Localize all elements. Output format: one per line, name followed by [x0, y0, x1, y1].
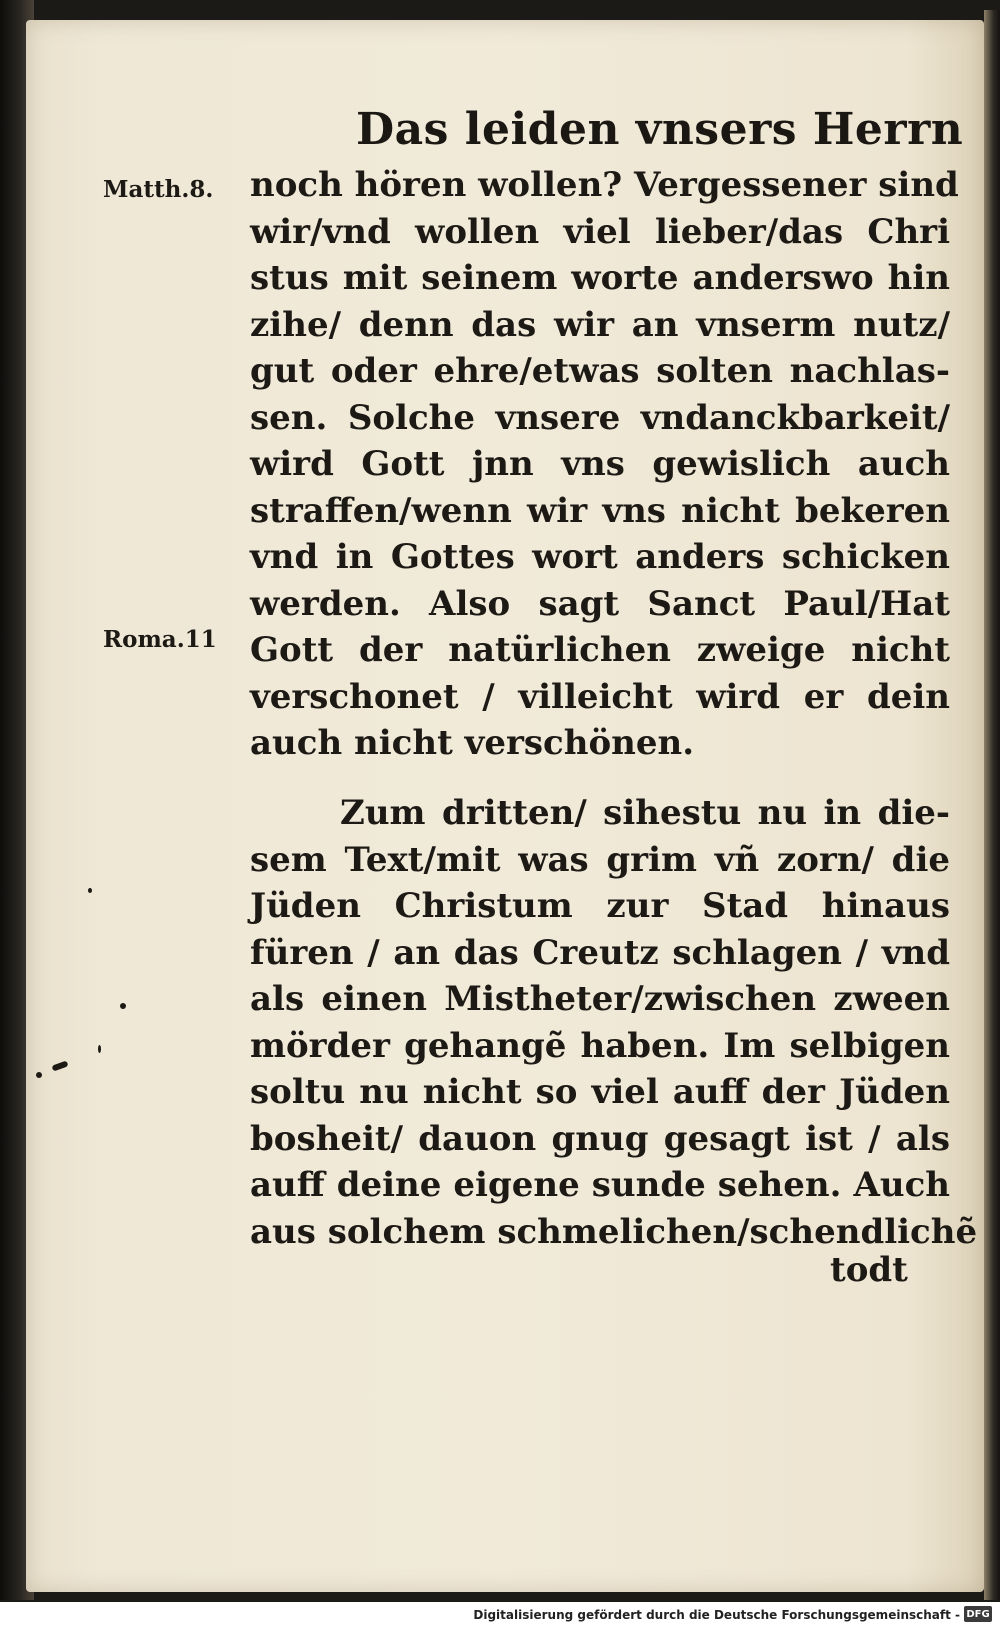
ink-speck — [120, 1003, 126, 1009]
margin-note-romans: Roma.11 — [103, 626, 217, 653]
text-line: noch hören wollen? Vergessener sind — [250, 165, 959, 205]
ink-speck — [98, 1045, 101, 1053]
running-head: Das leiden vnsers Herrn — [356, 104, 964, 155]
text-line: füren / an das Creutz schlagen / vnd — [250, 932, 950, 973]
text-line: aus solchem schmelichen/schendlichẽ — [250, 1211, 978, 1252]
text-line: soltu nu nicht so viel auff der Jüden — [250, 1072, 950, 1112]
text-line: verschonet / villeicht wird er dein — [250, 676, 950, 717]
text-line: mörder gehangẽ haben. Im selbigen — [250, 1025, 950, 1066]
text-line: Zum dritten/ sihestu nu in die- — [340, 793, 950, 833]
text-line: auff deine eigene sunde sehen. Auch — [250, 1165, 950, 1205]
text-line: werden. Also sagt Sanct Paul/Hat — [250, 583, 950, 624]
dfg-logo: DFG — [964, 1606, 992, 1622]
text-line: sem Text/mit was grim vñ zorn/ die — [250, 839, 950, 880]
text-line: auch nicht verschönen. — [250, 723, 695, 763]
ink-speck — [88, 888, 92, 893]
paragraph-2 — [250, 790, 978, 1255]
text-line: vnd in Gottes wort anders schicken — [250, 537, 950, 577]
catchword: todt — [830, 1250, 908, 1290]
footer-credit: Digitalisierung gefördert durch die Deutsche Forschungsgemeinschaft - — [473, 1608, 960, 1622]
text-line: wird Gott jnn vns gewislich auch — [250, 444, 950, 484]
book-right-edge — [984, 10, 1000, 1600]
ink-speck — [36, 1072, 42, 1078]
text-line: gut oder ehre/etwas solten nachlas- — [250, 351, 950, 391]
text-line: als einen Mistheter/zwischen zween — [250, 979, 950, 1019]
text-line: straffen/wenn wir vns nicht bekeren — [250, 490, 950, 531]
margin-note-matthew: Matth.8. — [103, 176, 214, 203]
text-line: Gott der natürlichen zweige nicht — [250, 630, 950, 670]
paragraph-1 — [250, 162, 959, 767]
text-line: stus mit seinem worte anderswo hin — [250, 258, 950, 298]
text-line: wir/vnd wollen viel lieber/das Chri — [250, 211, 950, 252]
text-line: bosheit/ dauon gnug gesagt ist / als — [250, 1118, 950, 1159]
text-line: sen. Solche vnsere vndanckbarkeit/ — [250, 397, 950, 438]
text-line: Jüden Christum zur Stad hinaus — [250, 886, 950, 926]
text-line: zihe/ denn das wir an vnserm nutz/ — [250, 304, 950, 345]
